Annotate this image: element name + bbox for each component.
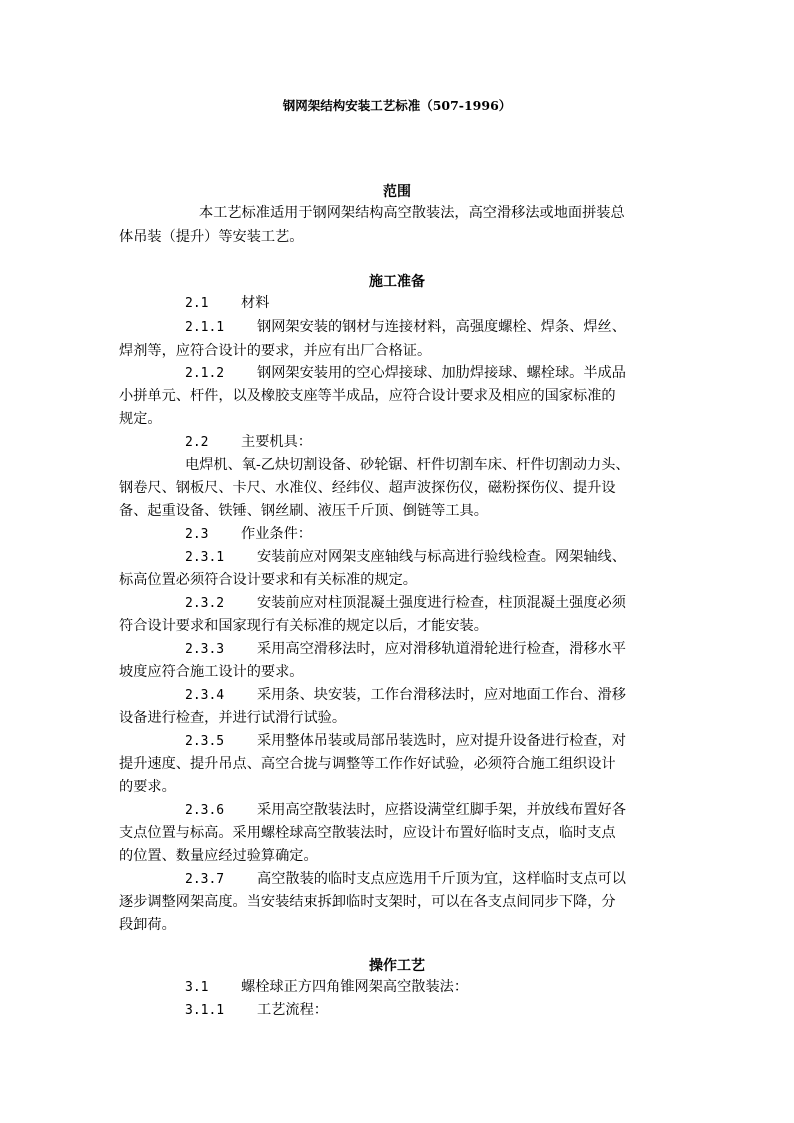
item-number: 2.1.1: [185, 320, 225, 335]
item-text: 采用条、块安装，工作台滑移法时，应对地面工作台、滑移: [257, 687, 626, 703]
item-2-1-2-cont-1: 小拼单元、杆件，以及橡胶支座等半成品，应符合设计要求及相应的国家标准的: [119, 388, 616, 404]
section-heading-prep: 施工准备: [369, 274, 425, 290]
item-text: 材料: [241, 295, 270, 311]
item-text: 主要机具：: [241, 434, 312, 450]
item-2-3-6-cont-2: 的位置、数量应经过验算确定。: [119, 848, 318, 864]
item-text: 采用高空散装法时，应搭设满堂红脚手架，并放线布置好各: [257, 802, 626, 818]
item-number: 2.3.1: [185, 550, 225, 565]
item-number: 2.1: [185, 296, 209, 311]
item-2-3-5: [185, 729, 626, 754]
item-2-3-1: [185, 545, 626, 570]
item-number: 2.3.3: [185, 642, 225, 657]
item-number: 2.3.5: [185, 734, 225, 749]
tools-line-2: 钢卷尺、钢板尺、卡尺、水准仪、经纬仪、超声波探伤仪，磁粉探伤仪、提升设: [119, 480, 616, 496]
section-heading-scope: 范围: [383, 184, 411, 200]
item-2-2: [185, 430, 312, 455]
item-2-3-3-cont-1: 坡度应符合施工设计的要求。: [119, 664, 304, 680]
item-2-3-2: [185, 591, 626, 616]
scope-line-2: 体吊装（提升）等安装工艺。: [119, 229, 304, 245]
item-2-1-1: [185, 315, 626, 340]
item-number: 2.3.4: [185, 688, 225, 703]
item-2-1-1-cont-1: 焊剂等，应符合设计的要求，并应有出厂合格证。: [119, 343, 432, 359]
item-2-3-6-cont-1: 支点位置与标高。采用螺栓球高空散装法时，应设计布置好临时支点，临时支点: [119, 825, 616, 841]
item-2-3-5-cont-1: 提升速度、提升吊点、高空合拢与调整等工作作好试验，必须符合施工组织设计: [119, 756, 616, 772]
item-number: 2.1.2: [185, 366, 225, 381]
item-number: 3.1: [185, 980, 209, 995]
item-2-1-2-cont-2: 规定。: [119, 411, 162, 427]
scope-line-1: 本工艺标准适用于钢网架结构高空散装法，高空滑移法或地面拼装总: [199, 205, 625, 221]
item-text: 螺栓球正方四角锥网架高空散装法：: [241, 979, 469, 995]
item-2-3-1-cont-1: 标高位置必须符合设计要求和有关标准的规定。: [119, 572, 417, 588]
item-2-3-6: [185, 798, 626, 823]
item-2-3-2-cont-1: 符合设计要求和国家现行有关标准的规定以后，才能安装。: [119, 618, 488, 634]
item-text: 采用整体吊装或局部吊装选时，应对提升设备进行检查，对: [257, 733, 626, 749]
item-number: 3.1.1: [185, 1003, 225, 1018]
item-2-3-3: [185, 637, 626, 662]
item-text: 安装前应对柱顶混凝土强度进行检查，柱顶混凝土强度必须: [257, 595, 626, 611]
item-text: 钢网架安装用的空心焊接球、加肋焊接球、螺栓球。半成品: [257, 365, 626, 381]
item-2-1: [185, 291, 269, 316]
item-number: 2.3.7: [185, 872, 225, 887]
item-2-3-5-cont-2: 的要求。: [119, 779, 176, 795]
item-number: 2.3: [185, 527, 209, 542]
item-text: 安装前应对网架支座轴线与标高进行验线检查。网架轴线、: [257, 549, 626, 565]
item-text: 高空散装的临时支点应选用千斤顶为宜，这样临时支点可以: [257, 871, 626, 887]
item-3-1: [185, 975, 468, 1000]
item-number: 2.3.6: [185, 803, 225, 818]
section-heading-process: 操作工艺: [369, 958, 425, 974]
item-3-1-1: [185, 998, 328, 1023]
item-text: 钢网架安装的钢材与连接材料，高强度螺栓、焊条、焊丝、: [257, 319, 626, 335]
item-text: 作业条件：: [241, 526, 312, 542]
item-2-3-4-cont-1: 设备进行检查，并进行试滑行试验。: [119, 710, 347, 726]
item-2-3-4: [185, 683, 626, 708]
item-number: 2.2: [185, 435, 209, 450]
document-title: 钢网架结构安装工艺标准（507-1996）: [282, 98, 512, 113]
item-2-3-7-cont-1: 逐步调整网架高度。当安装结束拆卸临时支架时，可以在各支点间同步下降，分: [119, 894, 616, 910]
tools-line-1: 电焊机、氧-乙炔切割设备、砂轮锯、杆件切割车床、杆件切割动力头、: [185, 457, 630, 473]
item-2-3-7-cont-2: 段卸荷。: [119, 917, 176, 933]
item-text: 工艺流程：: [257, 1002, 328, 1018]
item-2-3: [185, 522, 312, 547]
item-number: 2.3.2: [185, 596, 225, 611]
item-text: 采用高空滑移法时，应对滑移轨道滑轮进行检查，滑移水平: [257, 641, 626, 657]
item-2-3-7: [185, 867, 626, 892]
item-2-1-2: [185, 361, 626, 386]
tools-line-3: 备、起重设备、铁锤、钢丝刷、液压千斤顶、倒链等工具。: [119, 503, 488, 519]
